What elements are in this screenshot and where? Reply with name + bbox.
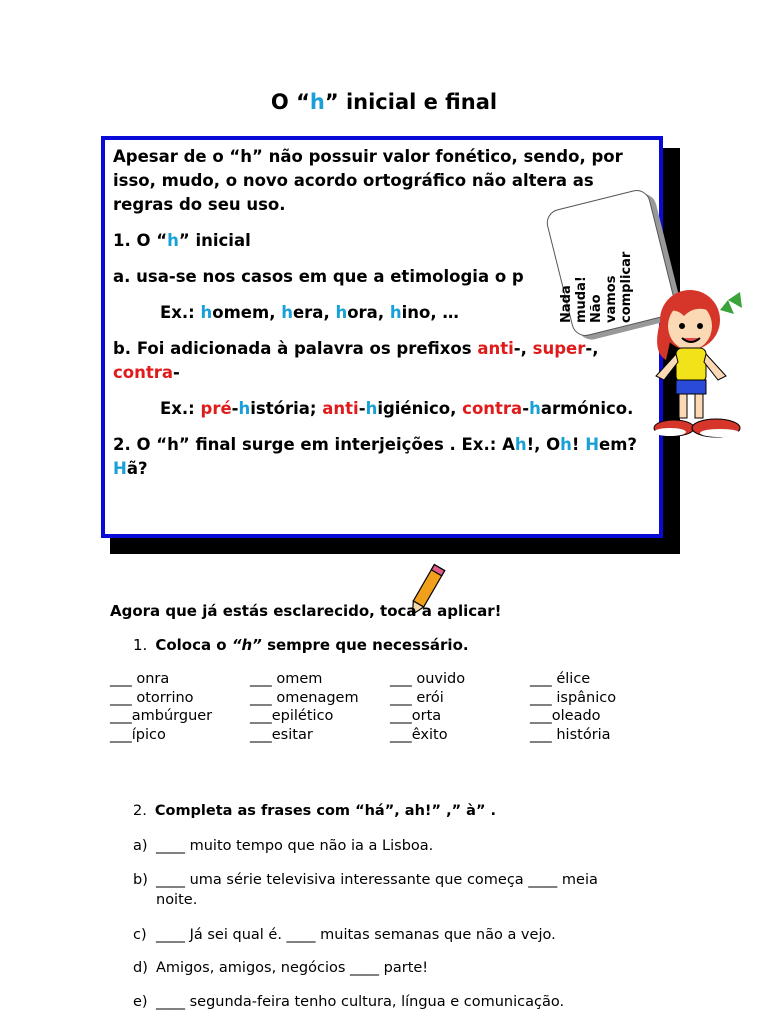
word-item[interactable]: ___ ouvido	[390, 671, 466, 687]
sentence-c[interactable]: c) ____ Já sei qual é. ____ muitas semanas que não a vejo.	[133, 927, 556, 943]
word-grid	[110, 670, 670, 744]
page-title: O “h” inicial e final	[270, 90, 498, 114]
rule-b-examples: Ex.: pré-história; anti-higiénico, contra-harmónico.	[160, 399, 634, 418]
speech-bubble-text: Nada muda! Não vamos complicar	[559, 251, 634, 323]
sentence-b[interactable]: b) ____ uma série televisiva interessante que começa ____ meia noite.	[133, 872, 598, 908]
rules-intro: Apesar de o “h” não possuir valor fonético, sendo, por isso, mudo, o novo acordo ortográfico não altera as regras do seu uso.	[113, 147, 623, 214]
sentence-a[interactable]: a) ____ muito tempo que não ia a Lisboa.	[133, 838, 434, 854]
sentence-e[interactable]: e) ____ segunda-feira tenho cultura, língua e comunicação.	[133, 994, 565, 1010]
rule-1-heading: 1. O “h” inicial	[113, 231, 251, 250]
word-item[interactable]: ___oleado	[530, 708, 601, 724]
word-item[interactable]: ___ história	[530, 726, 611, 743]
rule-2: 2. O “h” final surge em interjeições . Ex.: Ah!, Oh! Hem? Hã?	[113, 435, 637, 478]
word-item[interactable]: ___ omenagem	[250, 689, 359, 706]
rule-a: a. usa-se nos casos em que a etimologia o p	[113, 267, 524, 286]
girl-illustration	[646, 282, 750, 442]
word-item[interactable]: ___ípico	[110, 726, 166, 743]
word-item[interactable]: ___ otorrino	[110, 689, 194, 706]
word-item[interactable]: ___ erói	[390, 689, 444, 706]
word-item[interactable]: ___orta	[390, 708, 442, 724]
word-item[interactable]: ___esitar	[250, 726, 313, 743]
rule-a-examples: Ex.: homem, hera, hora, hino, …	[160, 303, 459, 322]
question-2: 2. Completa as frases com “há”, ah!” ,” à” .	[133, 803, 497, 819]
question-1: 1. Coloca o “h” sempre que necessário.	[133, 636, 469, 654]
exercises-intro: Agora que já estás esclarecido, toca a aplicar!	[110, 602, 502, 620]
word-item[interactable]: ___epilético	[250, 708, 334, 724]
word-item[interactable]: ___ onra	[110, 671, 170, 687]
word-item[interactable]: ___ omem	[250, 671, 323, 687]
word-item[interactable]: ___ambúrguer	[110, 708, 213, 724]
sentence-d[interactable]: d) Amigos, amigos, negócios ____ parte!	[133, 960, 429, 976]
rule-b: b. Foi adicionada à palavra os prefixos anti-, super-, contra-	[113, 339, 599, 382]
rules-box	[101, 136, 663, 538]
word-item[interactable]: ___ élice	[530, 671, 591, 687]
word-item[interactable]: ___ ispânico	[530, 689, 617, 706]
word-item[interactable]: ___êxito	[390, 726, 448, 743]
title-h: h	[309, 90, 325, 114]
